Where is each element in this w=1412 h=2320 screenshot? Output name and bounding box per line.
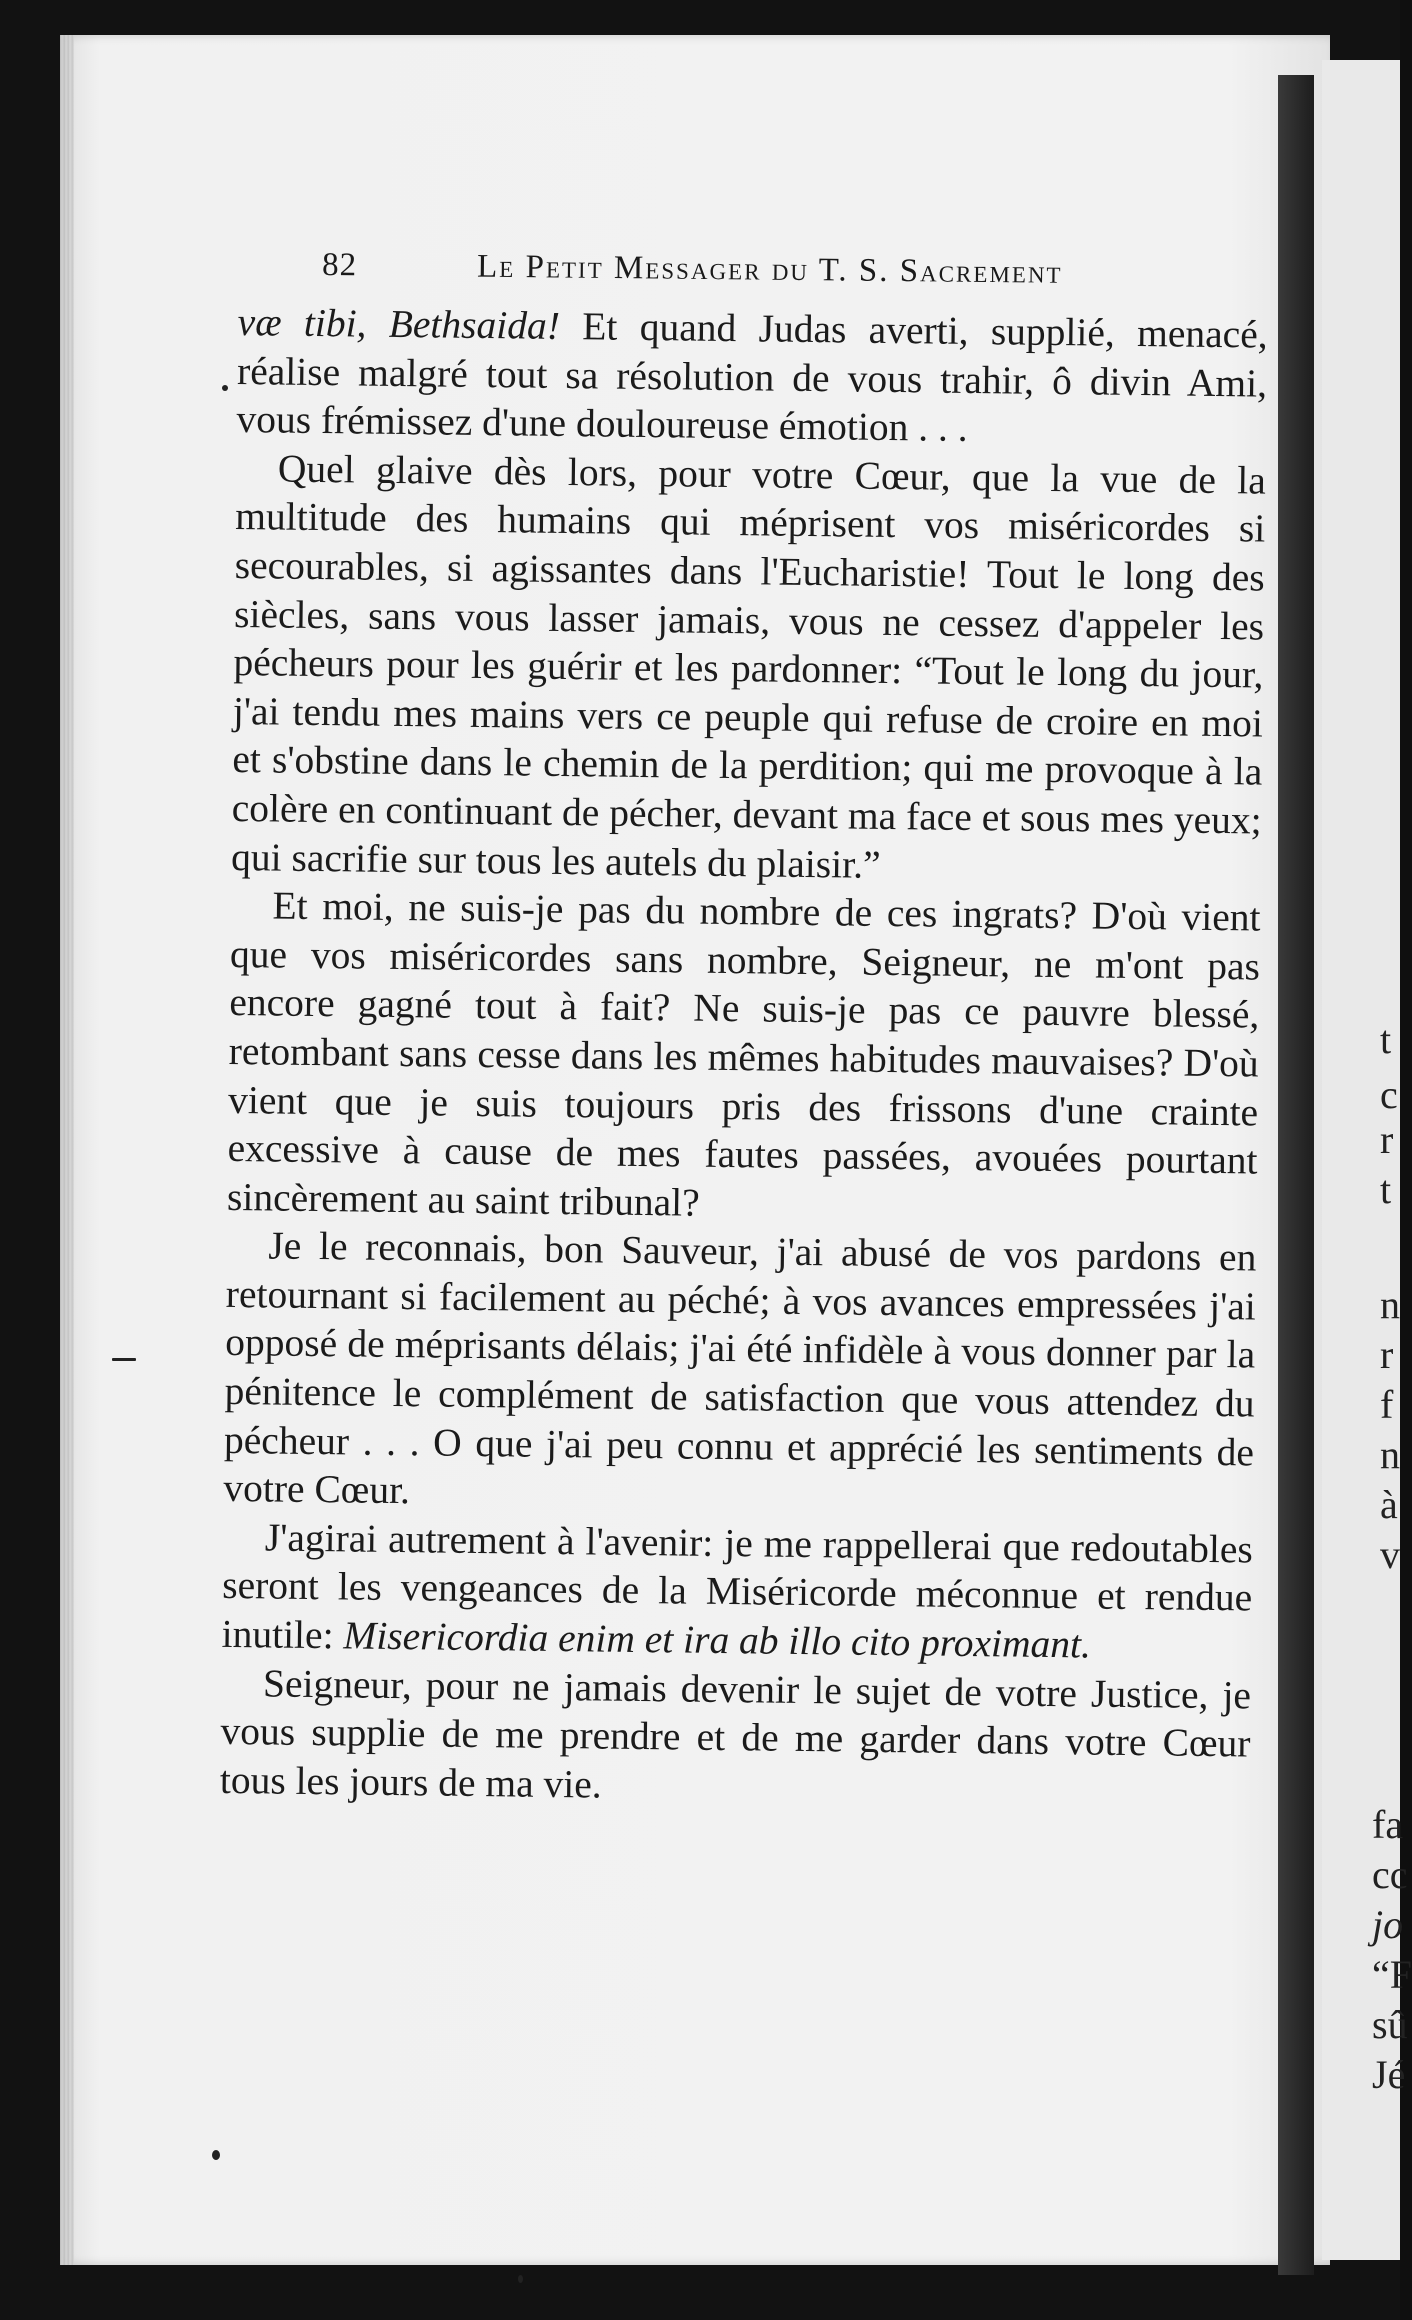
paragraph-5 — [221, 1513, 1253, 1671]
next-page-fragment: n — [1380, 1432, 1400, 1477]
next-page-fragment: à — [1380, 1482, 1398, 1527]
paragraph-6: Seigneur, pour ne jamais devenir le sujet de votre Justice, je vous supplie de me prendre et de me garder dans votre Cœur tous les jours de ma vie. — [219, 1661, 1252, 1807]
next-page-fragment: fa — [1372, 1802, 1404, 1847]
paragraph-1 — [236, 298, 1268, 456]
page-edge — [60, 35, 74, 2265]
gutter-shadow — [1278, 75, 1314, 2275]
next-page-fragment: Jé — [1372, 2052, 1406, 2097]
paragraph-1-text: Et quand Judas averti, supplié, menacé, réalise malgré tout sa résolution de vous trahir, ô divin Ami, vous frémissez d'une douloureuse émotion . . . — [236, 303, 1268, 451]
next-page-fragment: t — [1380, 1017, 1392, 1062]
next-page-fragment: “F — [1372, 1952, 1412, 1997]
next-page-fragment: v — [1380, 1532, 1400, 1577]
body-text — [220, 298, 1268, 1817]
next-page-fragment: sû — [1372, 2002, 1408, 2047]
paragraph-4: Je le reconnais, bon Sauveur, j'ai abusé de vos pardons en retournant si facilement au péché; à vos avances empressées j'ai opposé de méprisants délais; j'ai été infidèle à vous donner par la pénitence le complément de satisfaction que vous attendez du pécheur . . . O que j'ai peu connu et apprécié les sentiments de votre Cœur. — [223, 1223, 1257, 1513]
next-page-fragment: r — [1380, 1117, 1394, 1162]
paragraph-3: Et moi, ne suis-je pas du nombre de ces ingrats? D'où vient que vos miséricordes sans nombre, Seigneur, ne m'ont pas encore gagné tout à fait? Ne suis-je pas ce pauvre blessé, retombant sans cesse dans les mêmes habitudes mauvaises? D'où vient que je suis toujours pris des frissons d'une crainte excessive à cause de mes fautes passées, avouées pourtant sincèrement au saint tribunal? — [226, 883, 1261, 1225]
page-number: 82 — [321, 247, 358, 284]
paragraph-5-text: J'agirai autrement à l'avenir: je me rappellerai que redoutables seront les vengeances de la Miséricorde méconnue et rendue inutile: — [221, 1515, 1254, 1658]
next-page-fragment: t — [1380, 1167, 1392, 1212]
ink-speck — [212, 2150, 220, 2160]
running-title: Le Petit Messager du T. S. Sacrement — [476, 248, 1063, 291]
next-page-fragment: cc — [1372, 1852, 1408, 1897]
next-page-fragment: jo — [1372, 1902, 1404, 1947]
ink-speck — [112, 1358, 136, 1361]
paragraph-2: Quel glaive dès lors, pour votre Cœur, que la vue de la multitude des humains qui méprisent vos miséricordes si secourables, si agissantes dans l'Eucharistie! Tout le long des siècles, sans vous lasser jamais, vous ne cessez d'appeler les pécheurs pour les guérir et les pardonner: “Tout le long du jour, j'ai tendu mes mains vers ce peuple qui refuse de croire en moi et s'obstine dans le chemin de la perdition; qui me provoque à la colère en continuant de pécher, devant ma face et sous mes yeux; qui sacrifie sur tous les autels du plaisir.” — [230, 446, 1267, 887]
italic-lead: væ tibi, Bethsaida! — [237, 299, 561, 348]
next-page-fragment: f — [1380, 1382, 1394, 1427]
ink-speck — [518, 2275, 523, 2283]
next-page-fragment: c — [1380, 1072, 1398, 1117]
next-page-fragment: n — [1380, 1282, 1400, 1327]
ink-speck — [222, 385, 228, 391]
adjacent-page-edge — [1322, 60, 1412, 2260]
next-page-fragment: r — [1380, 1332, 1394, 1377]
latin-quote: Misericordia enim et ira ab illo cito proximant. — [343, 1613, 1092, 1667]
